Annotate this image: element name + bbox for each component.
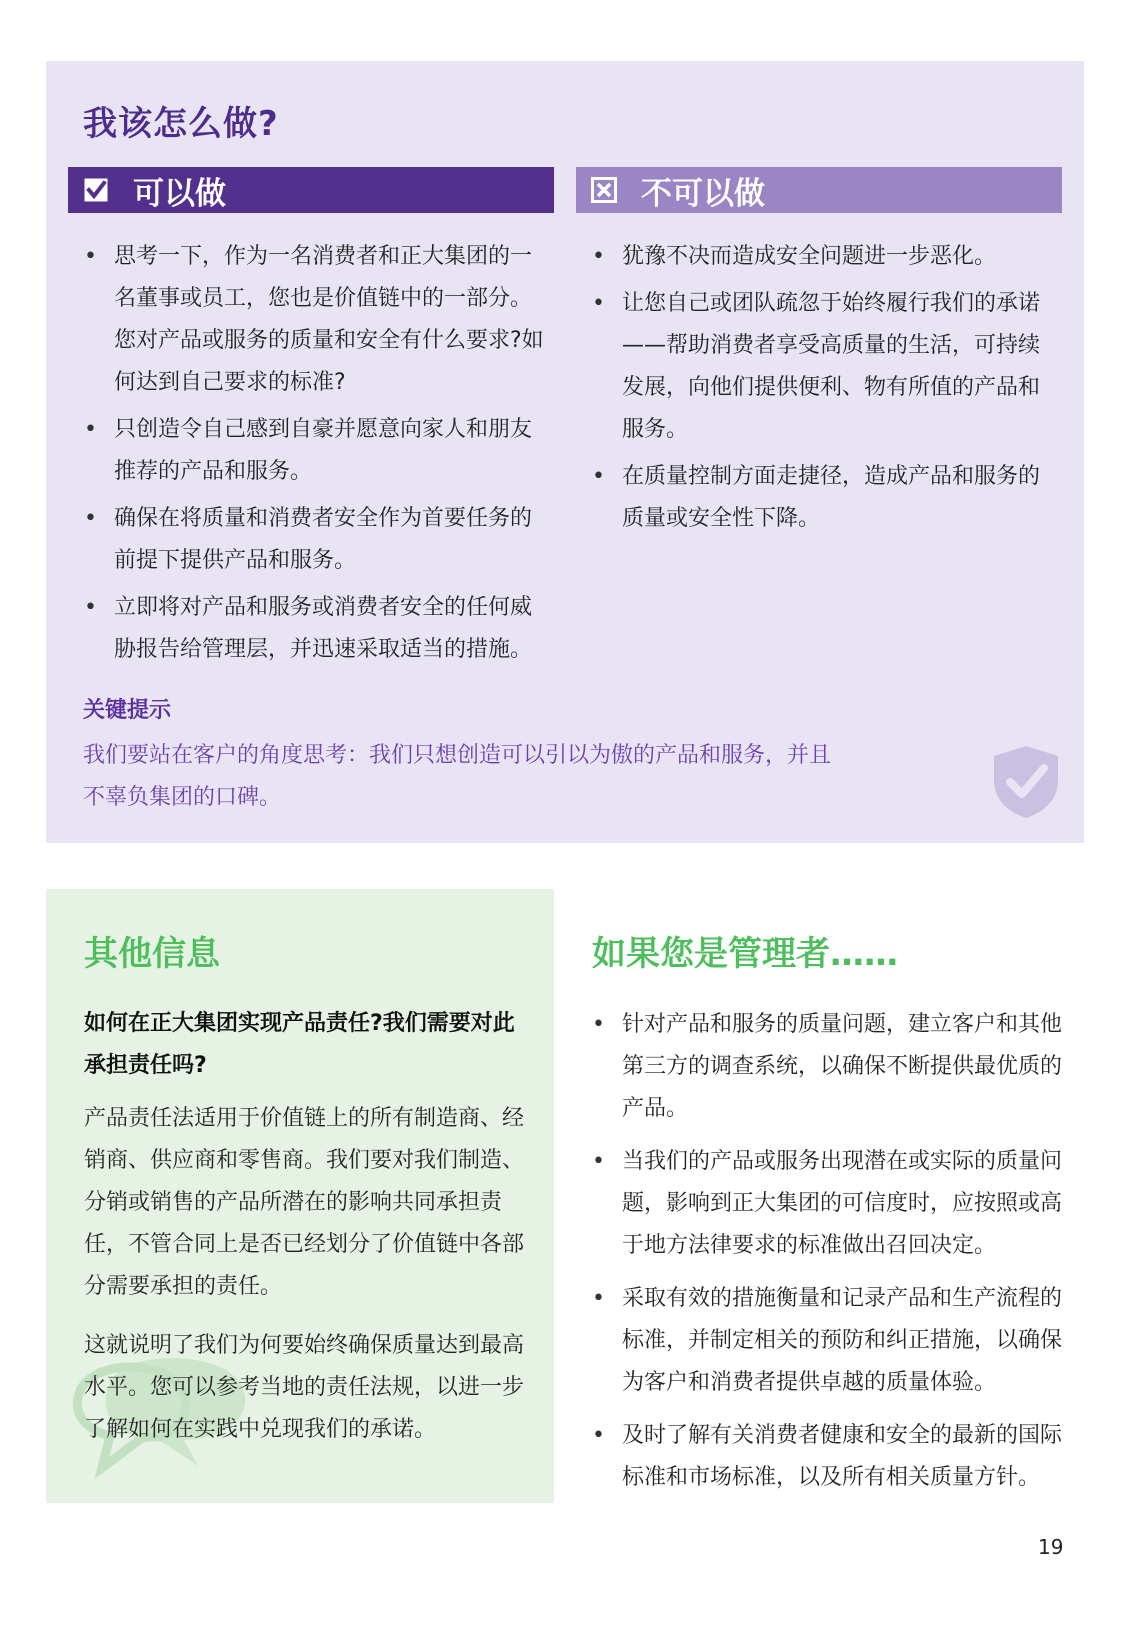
list-item: • 犹豫不决而造成安全问题进一步恶化。: [592, 236, 1058, 278]
other-info-question: 如何在正大集团实现产品责任?我们需要对此承担责任吗?: [84, 1011, 515, 1078]
list-item: • 采取有效的措施衡量和记录产品和生产流程的标准，并制定相关的预防和纠正措施，以确保为客户和消费者提供卓越的质量体验。: [592, 1278, 1072, 1404]
do-header-label: 可以做: [133, 175, 226, 212]
other-info-title: 其他信息: [84, 934, 220, 974]
checkbox-checked-icon: [81, 175, 111, 205]
shield-check-icon: [990, 744, 1062, 820]
manager-title: 如果您是管理者……: [592, 934, 898, 974]
page-number: 19: [1038, 1535, 1064, 1559]
key-tip-text: 我们要站在客户的角度思考：我们只想创造可以引以为傲的产品和服务，并且不辜负集团的口碑。: [83, 743, 832, 810]
list-item: • 在质量控制方面走捷径，造成产品和服务的质量或安全性下降。: [592, 456, 1058, 540]
list-item: • 确保在将质量和消费者安全作为首要任务的前提下提供产品和服务。: [84, 498, 550, 582]
what-to-do-title: 我该怎么做?: [83, 104, 279, 144]
list-item: • 当我们的产品或服务出现潜在或实际的质量问题，影响到正大集团的可信度时，应按照或高于地方法律要求的标准做出召回决定。: [592, 1141, 1072, 1267]
list-item: • 针对产品和服务的质量问题，建立客户和其他第三方的调查系统，以确保不断提供最优质的产品。: [592, 1004, 1072, 1130]
do-header: [68, 167, 554, 213]
manager-list: [592, 1004, 1072, 1510]
list-item: • 思考一下，作为一名消费者和正大集团的一名董事或员工，您也是价值链中的一部分。您对产品或服务的质量和安全有什么要求?如何达到自己要求的标准?: [84, 236, 550, 404]
list-item: • 立即将对产品和服务或消费者安全的任何威胁报告给管理层，并迅速采取适当的措施。: [84, 587, 550, 671]
list-item: • 及时了解有关消费者健康和安全的最新的国际标准和市场标准，以及所有相关质量方针。: [592, 1415, 1072, 1499]
checkbox-x-icon: [589, 175, 619, 205]
other-info-paragraph-1: 产品责任法适用于价值链上的所有制造商、经销商、供应商和零售商。我们要对我们制造、分销或销售的产品所潜在的影响共同承担责任，不管合同上是否已经划分了价值链中各部分需要承担的责任。: [84, 1106, 525, 1299]
key-tip-title: 关键提示: [83, 698, 172, 723]
dont-header-label: 不可以做: [641, 175, 765, 212]
do-list: [84, 236, 550, 676]
dont-header: [576, 167, 1062, 213]
other-info-paragraph-2: 这就说明了我们为何要始终确保质量达到最高水平。您可以参考当地的责任法规，以进一步了解如何在实践中兑现我们的承诺。: [84, 1333, 525, 1442]
list-item: • 让您自己或团队疏忽于始终履行我们的承诺——帮助消费者享受高质量的生活，可持续发展，向他们提供便利、物有所值的产品和服务。: [592, 283, 1058, 451]
dont-list: [592, 236, 1058, 545]
list-item: • 只创造令自己感到自豪并愿意向家人和朋友推荐的产品和服务。: [84, 409, 550, 493]
